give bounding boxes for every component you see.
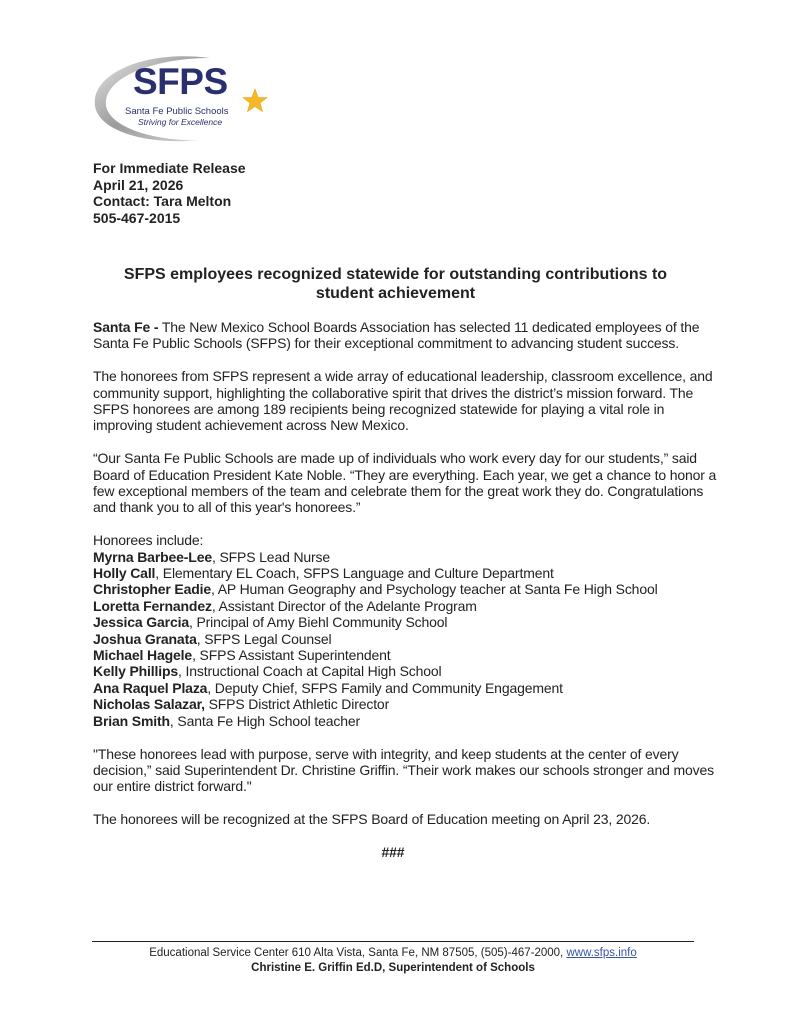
list-item xyxy=(93,713,723,729)
list-item xyxy=(93,680,723,696)
honoree-role: SFPS District Athletic Director xyxy=(204,696,390,713)
honoree-name: Ana Raquel Plaza xyxy=(93,679,208,696)
website-link[interactable]: www.sfps.info xyxy=(566,947,637,959)
honoree-role: , Principal of Amy Biehl Community School xyxy=(188,614,448,631)
intro-text: The New Mexico School Boards Association has selected 11 dedicated employees of the Santa Fe Public Schools (SFPS) for their exceptional commitment to advancing student success. xyxy=(93,319,700,352)
list-item xyxy=(93,581,723,597)
paragraph-3-quote: “Our Santa Fe Public Schools are made up of individuals who work every day for our students,” said Board of Education President Kate Noble. “They are everything. Each year, we get a chance to honor a few exceptional members of the team and celebrate them for the great work they do. Congratulations and thank you to all of this year's honorees.” xyxy=(93,450,717,516)
paragraph-5: The honorees will be recognized at the SFPS Board of Education meeting on April 23, 2026. xyxy=(93,811,651,828)
sfps-logo xyxy=(90,50,275,150)
list-item xyxy=(93,565,723,581)
honoree-name: Joshua Granata xyxy=(93,630,197,647)
paragraph-2: The honorees from SFPS represent a wide array of educational leadership, classroom excellence, and community support, highlighting the collaborative spirit that drives the district’s mission forward. The SFPS honorees are among 189 recipients being recognized statewide for playing a vital role in improving student achievement across New Mexico. xyxy=(93,368,713,434)
release-status: For Immediate Release xyxy=(93,160,246,176)
honoree-role: , SFPS Assistant Superintendent xyxy=(192,647,391,664)
honoree-role: , SFPS Legal Counsel xyxy=(196,630,332,647)
honoree-name: Brian Smith xyxy=(93,712,170,729)
list-item xyxy=(93,598,723,614)
honoree-name: Holly Call xyxy=(93,565,156,582)
honoree-role: , Assistant Director of the Adelante Program xyxy=(211,597,477,614)
logo-district-name: Santa Fe Public Schools xyxy=(125,106,229,117)
release-phone: 505-467-2015 xyxy=(93,209,181,226)
intro-paragraph xyxy=(93,319,723,352)
honorees-heading: Honorees include: xyxy=(93,532,204,549)
list-item xyxy=(93,614,723,630)
logo-mark: SFPS xyxy=(133,61,228,102)
release-contact: Contact: Tara Melton xyxy=(93,193,232,209)
honorees-list xyxy=(93,549,723,729)
footer xyxy=(92,946,694,976)
logo-tagline: Striving for Excellence xyxy=(138,117,223,127)
honoree-name: Loretta Fernandez xyxy=(93,597,212,614)
list-item xyxy=(93,549,723,565)
honoree-name: Jessica Garcia xyxy=(93,614,189,631)
footer-superintendent: Christine E. Griffin Ed.D, Superintendent of Schools xyxy=(251,962,535,974)
honoree-role: , Deputy Chief, SFPS Family and Community Engagement xyxy=(207,679,563,696)
honoree-role: , SFPS Lead Nurse xyxy=(211,548,331,565)
honoree-name: Christopher Eadie xyxy=(93,581,212,598)
release-date: April 21, 2026 xyxy=(93,176,184,193)
list-item xyxy=(93,647,723,663)
honoree-role: , Santa Fe High School teacher xyxy=(169,712,360,729)
end-mark: ### xyxy=(381,843,405,860)
paragraph-4-quote: "These honorees lead with purpose, serve with integrity, and keep students at the center of every decision,” said Superintendent Dr. Christine Griffin. “Their work makes our schools stronger and moves our entire district forward." xyxy=(93,745,714,795)
star-icon xyxy=(242,88,268,113)
page-title: SFPS employees recognized statewide for outstanding contributions to student achievement xyxy=(123,266,668,302)
footer-divider xyxy=(92,941,694,942)
release-body xyxy=(93,319,723,860)
release-header xyxy=(93,160,246,226)
list-item xyxy=(93,631,723,647)
list-item xyxy=(93,663,723,679)
footer-address: Educational Service Center 610 Alta Vista, Santa Fe, NM 87505, (505)-467-2000, xyxy=(149,947,567,959)
honoree-name: Michael Hagele xyxy=(93,647,193,664)
dateline: Santa Fe - xyxy=(93,319,159,335)
honoree-role: , Instructional Coach at Capital High School xyxy=(178,663,442,680)
honoree-role: , Elementary EL Coach, SFPS Language and Culture Department xyxy=(155,565,554,582)
honoree-role: , AP Human Geography and Psychology teacher at Santa Fe High School xyxy=(211,581,658,598)
honoree-name: Kelly Phillips xyxy=(93,663,179,680)
honoree-name: Myrna Barbee-Lee xyxy=(93,548,212,565)
footer-address-line xyxy=(92,946,694,961)
list-item xyxy=(93,696,723,712)
honoree-name: Nicholas Salazar, xyxy=(93,696,205,713)
